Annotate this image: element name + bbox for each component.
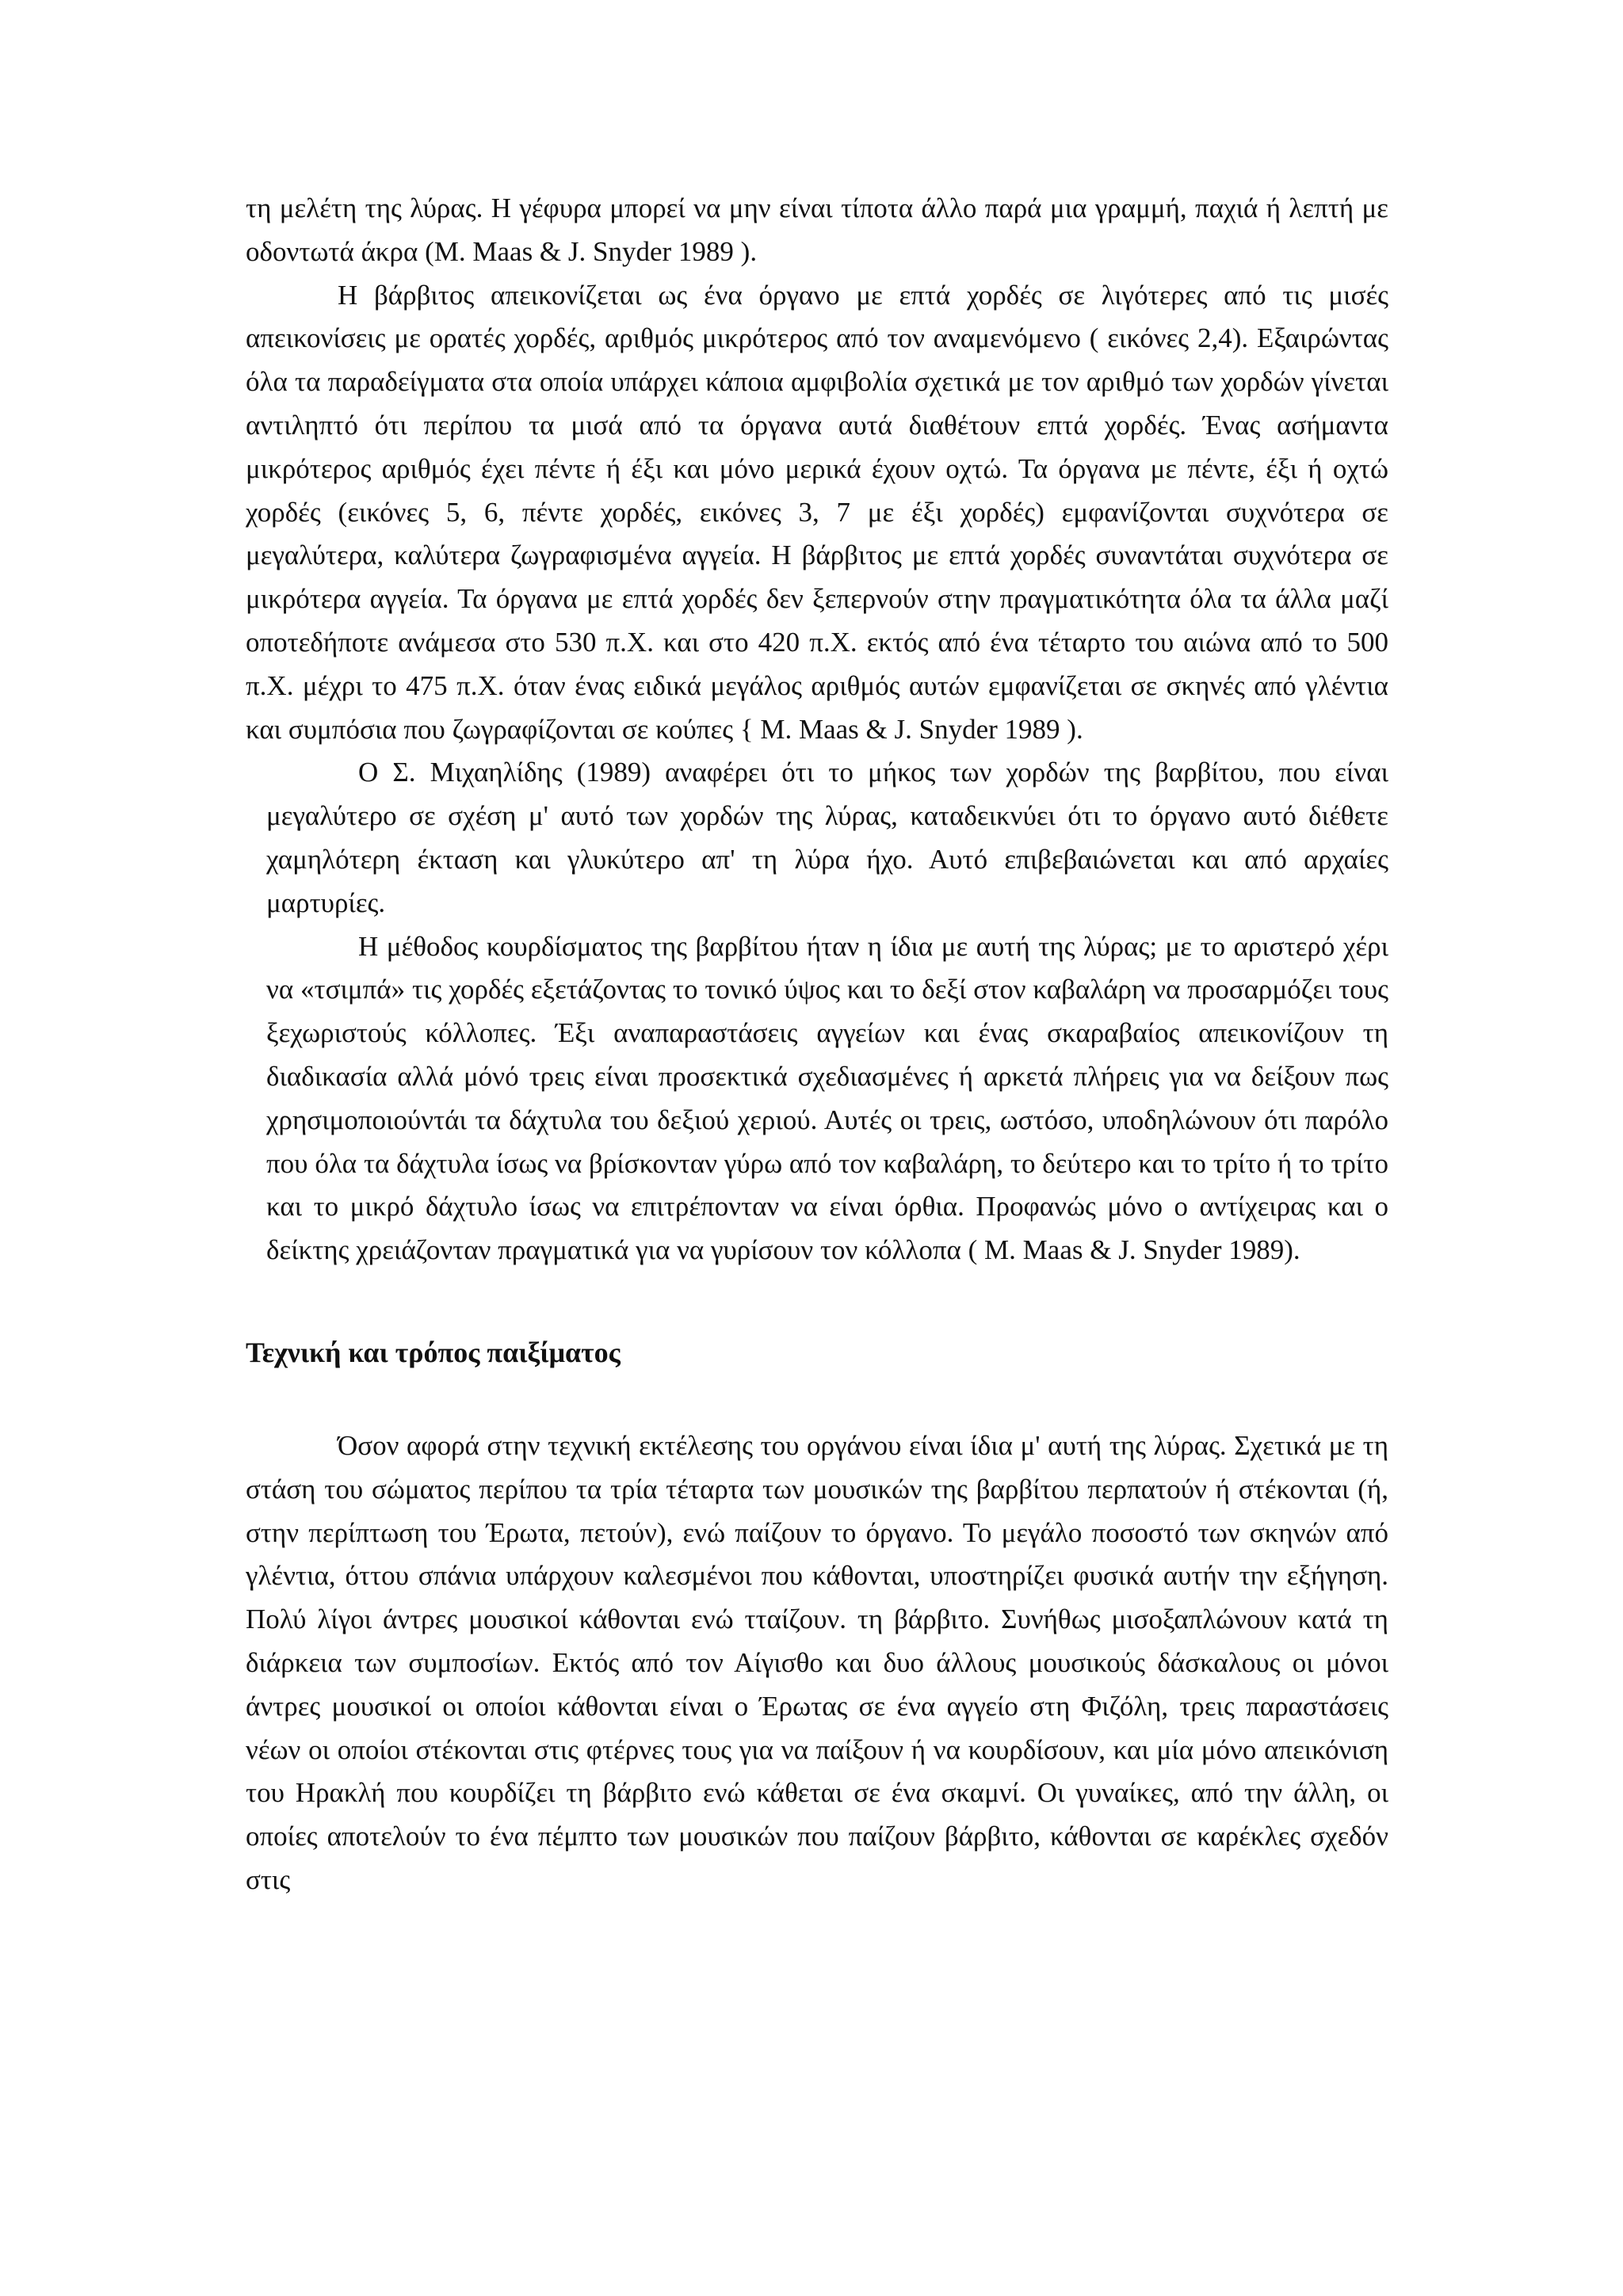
paragraph-tuning-method: Η μέθοδος κουρδίσματος της βαρβίτου ήταν η ίδια με αυτή της λύρας; με το αριστερό χέρι να «τσιμπά» τις χορδές εξετάζοντας το τονικό ύψος και το δεξί στον καβαλάρη να προσαρμόζει τους ξεχωριστούς κόλλοπες. Έξι αναπαραστάσεις αγγείων και ένας σκαραβαίος απεικονίζουν τη διαδικασία αλλά μόνό τρεις είναι προσεκτικά σχεδιασμένες ή αρκετά πλήρεις για να δείξουν πως χρησιμοποιούντάι τα δάχτυλα του δεξιού χεριού. Αυτές οι τρεις, ωστόσο, υποδηλώνουν ότι παρόλο που όλα τα δάχτυλα ίσως να βρίσκονταν γύρω από τον καβαλάρη, το δεύτερο και το τρίτο ή το τρίτο και το μικρό δάχτυλο ίσως να επιτρέπονταν να είναι όρθια. Προφανώς μόνο ο αντίχειρας και ο δείκτης χρειάζονταν πραγματικά για να γυρίσουν τον κόλλοπα ( M. Maas & J. Snyder 1989). xyxy=(266,930,1388,1266)
paragraph-playing-technique: Όσον αφορά στην τεχνική εκτέλεσης του οργάνου είναι ίδια μ' αυτή της λύρας. Σχετικά με τη στάση του σώματος περίπου τα τρία τέταρτα των μουσικών της βαρβίτου περπατούν ή στέκονται (ή, στην περίπτωση του Έρωτα, πετούν), ενώ παίζουν το όργανο. Το μεγάλο ποσοστό των σκηνών από γλέντια, όττου σπάνια υπάρχουν καλεσμένοι που κάθονται, υποστηρίζει φυσικά αυτήν την εξήγηση. Πολύ λίγοι άντρες μουσικοί κάθονται ενώ τταίζουν. τη βάρβιτο. Συνήθως μισοξαπλώνουν κατά τη διάρκεια των συμποσίων. Εκτός από τον Αίγισθο και δυο άλλους μουσικούς δάσκαλους οι μόνοι άντρες μουσικοί οι οποίοι κάθονται είναι ο Έρωτας σε ένα αγγείο στη Φιζόλη, τρεις παραστάσεις νέων οι οποίοι στέκονται στις φτέρνες τους για να παίξουν ή να κουρδίσουν, και μία μόνο απεικόνιση του Ηρακλή που κουρδίζει τη βάρβιτο ενώ κάθεται σε ένα σκαμνί. Οι γυναίκες, από την άλλη, οι οποίες αποτελούν το ένα πέμπτο των μουσικών που παίζουν βάρβιτο, κάθονται σε καρέκλες σχεδόν στις xyxy=(246,1429,1388,1895)
section-heading: Τεχνική και τρόπος παιξίματος xyxy=(246,1336,621,1368)
document-body xyxy=(246,187,1388,1902)
paragraph-string-count: Η βάρβιτος απεικονίζεται ως ένα όργανο με επτά χορδές σε λιγότερες από τις μισές απεικονίσεις με ορατές χορδές, αριθμός μικρότερος από τον αναμενόμενο ( εικόνες 2,4). Εξαιρώντας όλα τα παραδείγματα στα οποία υπάρχει κάποια αμφιβολία σχετικά με τον αριθμό των χορδών γίνεται αντιληπτό ότι περίπου τα μισά από τα όργανα αυτά διαθέτουν επτά χορδές. Ένας ασήμαντα μικρότερος αριθμός έχει πέντε ή έξι και μόνο μερικά έχουν οχτώ. Τα όργανα με πέντε, έξι ή οχτώ χορδές (εικόνες 5, 6, πέντε χορδές, εικόνες 3, 7 με έξι χορδές) εμφανίζονται συχνότερα σε μεγαλύτερα, καλύτερα ζωγραφισμένα αγγεία. Η βάρβιτος με επτά χορδές συναντάται συχνότερα σε μικρότερα αγγεία. Τα όργανα με επτά χορδές δεν ξεπερνούν στην πραγματικότητα όλα τα άλλα μαζί οποτεδήποτε ανάμεσα στο 530 π.Χ. και στο 420 π.Χ. εκτός από ένα τέταρτο του αιώνα από το 500 π.Χ. μέχρι το 475 π.Χ. όταν ένας ειδικά μεγάλος αριθμός αυτών εμφανίζεται σε σκηνές από γλέντια και συμπόσια που ζωγραφίζονται σε κούπες { M. Maas & J. Snyder 1989 ). xyxy=(246,279,1388,745)
paragraph-continuation: τη μελέτη της λύρας. Η γέφυρα μπορεί να μην είναι τίποτα άλλο παρά μια γραμμή, παχιά ή λεπτή με οδοντωτά άκρα (M. Maas & J. Snyder 1989 ). xyxy=(246,193,1388,267)
paragraph-michailidis: Ο Σ. Μιχαηλίδης (1989) αναφέρει ότι το μήκος των χορδών της βαρβίτου, που είναι μεγαλύτερο σε σχέση μ' αυτό των χορδών της λύρας, καταδεικνύει ότι το όργανο αυτό διέθετε χαμηλότερη έκταση και γλυκύτερο απ' τη λύρα ήχο. Αυτό επιβεβαιώνεται και από αρχαίες μαρτυρίες. xyxy=(266,757,1388,918)
